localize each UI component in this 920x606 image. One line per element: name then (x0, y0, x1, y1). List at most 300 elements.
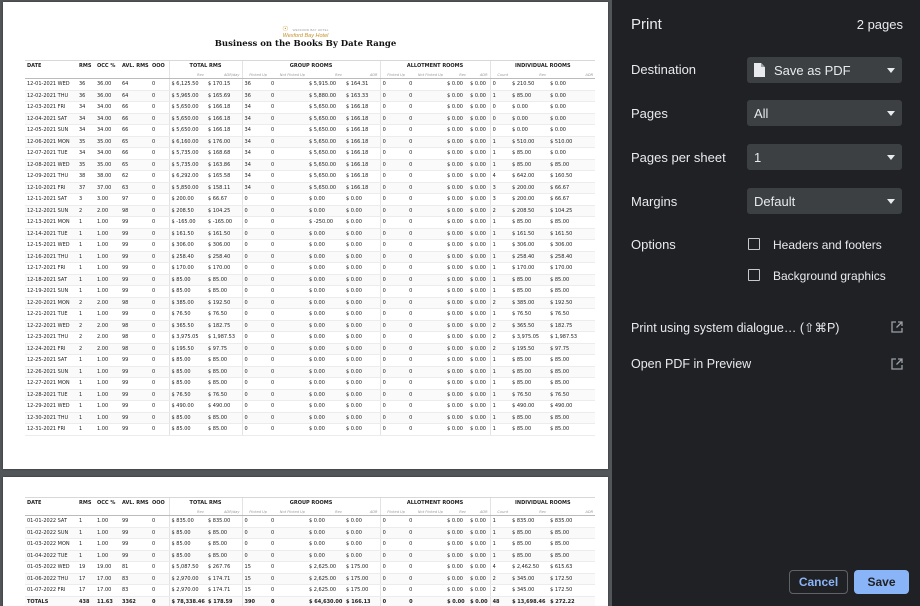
table-cell: $ 0.00 (445, 125, 468, 137)
table-cell: $ -165.00 (206, 217, 242, 229)
table-cell: 2.00 (95, 343, 120, 355)
table-cell: $ 0.00 (445, 562, 468, 574)
table-cell: 48 (490, 596, 510, 606)
table-cell: 12-23-2021 THU (25, 332, 77, 344)
table-cell: $ 85.00 (206, 378, 242, 390)
table-cell: $ 2,625.00 (307, 562, 344, 574)
table-cell: 0 (269, 79, 307, 91)
table-cell: $ 0.00 (307, 320, 344, 332)
table-cell: 0 (150, 516, 169, 528)
table-cell: 2 (490, 320, 510, 332)
table-cell: 12-09-2021 THU (25, 171, 77, 183)
table-cell: $ 5,650.00 (307, 113, 344, 125)
table-cell: 0 (380, 401, 407, 413)
table-cell: $ 5,650.00 (169, 113, 206, 125)
table-cell: 12-24-2021 FRI (25, 343, 77, 355)
table-cell: 98 (120, 343, 150, 355)
table-cell: 12-28-2021 TUE (25, 389, 77, 401)
table-row (25, 320, 595, 332)
table-cell: $ 258.40 (206, 251, 242, 263)
table-cell: $ 0.00 (468, 217, 490, 229)
table-cell: $ 0.00 (307, 516, 344, 528)
background-graphics-label[interactable]: Background graphics (773, 269, 886, 283)
table-cell: $ 0.00 (468, 585, 490, 597)
hotel-name: Wexford Bay Hotel (282, 33, 329, 39)
table-cell: $ 172.50 (548, 573, 595, 585)
table-cell: $ 0.00 (445, 585, 468, 597)
table-cell: 34.00 (95, 125, 120, 137)
save-button[interactable]: Save (854, 570, 909, 594)
table-cell: $ 76.50 (548, 309, 595, 321)
table-cell: $ 0.00 (548, 113, 595, 125)
table-row (25, 159, 595, 171)
table-cell: $ 85.00 (510, 286, 548, 298)
system-dialog-link[interactable] (631, 318, 903, 336)
table-cell: 0 (269, 401, 307, 413)
table-cell: 0 (269, 320, 307, 332)
table-cell: $ 306.00 (206, 240, 242, 252)
table-cell: 0 (407, 125, 445, 137)
table-cell: 1 (77, 412, 95, 424)
table-cell: 0 (150, 159, 169, 171)
table-cell: $ 0.00 (445, 79, 468, 91)
table-cell: $ 0.00 (510, 113, 548, 125)
table-cell: $ 104.25 (548, 205, 595, 217)
open-pdf-preview-link[interactable] (631, 355, 903, 373)
table-cell: 0 (242, 309, 269, 321)
table-cell: 0 (380, 251, 407, 263)
table-cell: $ 258.40 (548, 251, 595, 263)
table-cell: 12-19-2021 SUN (25, 286, 77, 298)
table-cell: $ 166.18 (344, 148, 380, 160)
pages-per-sheet-select[interactable] (747, 144, 902, 170)
table-cell: $ 66.67 (548, 182, 595, 194)
table-cell: 15 (242, 573, 269, 585)
table-cell: 0 (380, 585, 407, 597)
headers-footers-label[interactable]: Headers and footers (773, 238, 882, 252)
report-header (3, 26, 608, 50)
table-cell: 2.00 (95, 297, 120, 309)
table-cell: 1 (490, 378, 510, 390)
table-cell: 0 (242, 527, 269, 539)
table-cell: 0 (150, 550, 169, 562)
table-cell: 0 (380, 366, 407, 378)
table-cell: 0 (242, 240, 269, 252)
table-cell: $ 1,987.53 (206, 332, 242, 344)
pages-select[interactable] (747, 100, 902, 126)
table-cell: 0 (380, 228, 407, 240)
system-dialog-label: Print using system dialogue… (⇧⌘P) (631, 320, 840, 335)
sub-column-header: Rev (445, 72, 468, 79)
table-cell: $ 0.00 (468, 205, 490, 217)
table-cell: 0 (242, 228, 269, 240)
table-cell: 0 (269, 136, 307, 148)
table-cell: $ 5,650.00 (307, 148, 344, 160)
table-cell: 37 (77, 182, 95, 194)
table-cell: 1.00 (95, 424, 120, 436)
table-cell: $ 0.00 (344, 309, 380, 321)
table-cell: 15 (242, 585, 269, 597)
table-cell: 0 (150, 79, 169, 91)
table-cell: 64 (120, 79, 150, 91)
table-cell: $ 85.00 (169, 274, 206, 286)
table-cell: 1 (490, 424, 510, 436)
table-row (25, 148, 595, 160)
logo-sun-icon: ☉ (282, 26, 289, 33)
table-cell: $ 170.15 (206, 79, 242, 91)
table-cell: $ 0.00 (445, 274, 468, 286)
table-cell: $ 76.50 (206, 389, 242, 401)
table-cell: 37.00 (95, 182, 120, 194)
table-cell: 99 (120, 286, 150, 298)
table-cell: 0 (269, 539, 307, 551)
table-cell: 0 (380, 343, 407, 355)
cancel-button[interactable]: Cancel (789, 570, 848, 594)
table-cell: $ 0.00 (344, 401, 380, 413)
destination-select[interactable] (747, 57, 902, 83)
table-cell: 0 (150, 274, 169, 286)
table-cell: 1 (490, 240, 510, 252)
table-cell: $ 66.67 (206, 194, 242, 206)
table-cell: 1 (77, 401, 95, 413)
table-cell: 99 (120, 401, 150, 413)
table-cell: $ 0.00 (445, 171, 468, 183)
hotel-logo-text: WEXFORD BAY HOTEL (292, 27, 329, 32)
column-header: DATE (25, 498, 77, 509)
table-row (25, 286, 595, 298)
table-cell: 99 (120, 228, 150, 240)
table-cell: $ 2,970.00 (169, 573, 206, 585)
table-cell: $ 5,735.00 (169, 148, 206, 160)
table-cell: 99 (120, 240, 150, 252)
table-cell: $ 0.00 (445, 159, 468, 171)
table-cell: 12-31-2021 FRI (25, 424, 77, 436)
table-cell: 0 (150, 205, 169, 217)
table-cell: $ 5,650.00 (307, 171, 344, 183)
table-cell: $ 0.00 (344, 424, 380, 436)
table-row (25, 263, 595, 275)
table-cell: 12-13-2021 MON (25, 217, 77, 229)
table-cell: $ 0.00 (445, 366, 468, 378)
table-row (25, 527, 595, 539)
table-cell: $ 5,965.00 (169, 90, 206, 102)
table-cell: $ 0.00 (468, 401, 490, 413)
table-cell: 0 (150, 332, 169, 344)
table-cell: $ 0.00 (445, 401, 468, 413)
table-cell: 12-29-2021 WED (25, 401, 77, 413)
table-cell: $ 0.00 (468, 79, 490, 91)
table-cell: 0 (242, 251, 269, 263)
table-cell: 12-18-2021 SAT (25, 274, 77, 286)
table-cell: $ 76.50 (510, 389, 548, 401)
table-row (25, 366, 595, 378)
table-cell: 0 (407, 412, 445, 424)
table-cell: 0 (380, 125, 407, 137)
table-cell: $ 0.00 (344, 274, 380, 286)
table-cell: 12-20-2021 MON (25, 297, 77, 309)
table-cell: 34 (242, 171, 269, 183)
table-cell: 97 (120, 194, 150, 206)
table-cell: 0 (269, 562, 307, 574)
table-cell: 0 (242, 401, 269, 413)
table-cell: 12-07-2021 TUE (25, 148, 77, 160)
table-cell: 65 (120, 136, 150, 148)
table-cell: $ 85.00 (510, 159, 548, 171)
table-row (25, 194, 595, 206)
table-cell: 0 (242, 389, 269, 401)
table-cell: 12-30-2021 THU (25, 412, 77, 424)
table-cell: $ 104.25 (206, 205, 242, 217)
table-cell: 0 (407, 90, 445, 102)
table-cell: 1 (77, 378, 95, 390)
background-graphics-checkbox[interactable] (748, 269, 760, 281)
table-cell: $ 85.00 (510, 412, 548, 424)
table-row (25, 79, 595, 91)
table-cell: $ 97.75 (548, 343, 595, 355)
table-cell: $ 0.00 (468, 274, 490, 286)
table-cell: 0 (150, 585, 169, 597)
table-cell: 0 (242, 274, 269, 286)
preview-page-2 (3, 477, 608, 606)
table-cell: $ 0.00 (307, 263, 344, 275)
table-cell: $ 0.00 (445, 378, 468, 390)
table-cell: $ 0.00 (468, 148, 490, 160)
group-header: GROUP ROOMS (242, 498, 380, 509)
table-cell: $ 0.00 (468, 194, 490, 206)
table-cell: $ 0.00 (445, 527, 468, 539)
table-cell: 0 (380, 217, 407, 229)
table-cell: 0 (242, 217, 269, 229)
table-cell: 3 (490, 194, 510, 206)
table-cell: 17 (77, 573, 95, 585)
table-cell: $ 0.00 (468, 286, 490, 298)
table-cell: 1.00 (95, 286, 120, 298)
table-cell: 0 (380, 596, 407, 606)
table-cell: 38.00 (95, 171, 120, 183)
table-cell: 01-07-2022 FRI (25, 585, 77, 597)
table-cell: 0 (269, 527, 307, 539)
table-cell: $ 0.00 (445, 539, 468, 551)
table-cell: 1.00 (95, 401, 120, 413)
table-cell: 0 (269, 378, 307, 390)
table-cell: $ 170.00 (510, 263, 548, 275)
table-cell: 0 (407, 562, 445, 574)
table-cell: 1 (77, 240, 95, 252)
group-header: INDIVIDUAL ROOMS (490, 61, 595, 72)
table-cell: 0 (150, 228, 169, 240)
table-cell: 0 (380, 113, 407, 125)
table-cell: $ 166.18 (344, 159, 380, 171)
headers-footers-checkbox[interactable] (748, 238, 760, 250)
report-title: Business on the Books By Date Range (214, 39, 397, 49)
table-cell: $ 0.00 (344, 412, 380, 424)
table-cell: 0 (407, 389, 445, 401)
table-cell: 01-04-2022 TUE (25, 550, 77, 562)
table-cell: $ 85.00 (206, 274, 242, 286)
table-cell: $ 166.18 (344, 182, 380, 194)
table-cell: $ 0.00 (307, 194, 344, 206)
table-row (25, 90, 595, 102)
margins-select[interactable] (747, 188, 902, 214)
table-cell: 0 (150, 113, 169, 125)
table-cell: 0 (269, 585, 307, 597)
table-cell: $ 0.00 (445, 332, 468, 344)
table-cell: $ 161.50 (206, 228, 242, 240)
table-cell: $ 365.50 (169, 320, 206, 332)
table-cell: 12-01-2021 WED (25, 79, 77, 91)
table-cell: $ 166.18 (344, 125, 380, 137)
table-cell: 0 (269, 228, 307, 240)
column-header: RMS (77, 498, 95, 509)
table-cell: $ 85.00 (169, 355, 206, 367)
table-cell: $ 97.75 (206, 343, 242, 355)
table-cell: $ 182.75 (548, 320, 595, 332)
options-label: Options (631, 237, 676, 252)
table-cell: 1.00 (95, 378, 120, 390)
table-cell: 0 (269, 90, 307, 102)
table-cell: 01-05-2022 WED (25, 562, 77, 574)
table-cell: $ 78,338.46 (169, 596, 206, 606)
table-cell: 34 (77, 148, 95, 160)
table-row (25, 401, 595, 413)
table-cell: $ 0.00 (445, 320, 468, 332)
table-cell: $ 85.00 (206, 286, 242, 298)
table-cell: 2 (77, 297, 95, 309)
table-cell: $ 76.50 (169, 309, 206, 321)
table-cell: 36 (77, 90, 95, 102)
table-cell: $ 85.00 (169, 527, 206, 539)
table-cell: 0 (380, 182, 407, 194)
table-row (25, 550, 595, 562)
table-cell: 0 (490, 102, 510, 114)
sub-column-header: ADR (548, 72, 595, 79)
table-cell: 99 (120, 516, 150, 528)
table-cell: 0 (380, 171, 407, 183)
table-cell: 66 (120, 113, 150, 125)
table-cell: 64 (120, 90, 150, 102)
table-cell: 12-17-2021 FRI (25, 263, 77, 275)
table-cell: $ 267.76 (206, 562, 242, 574)
table-cell: $ 5,650.00 (169, 125, 206, 137)
table-cell: $ 272.22 (548, 596, 595, 606)
table-cell: $ 385.00 (169, 297, 206, 309)
totals-row (25, 596, 595, 606)
table-cell: $ 0.00 (510, 102, 548, 114)
table-cell: $ 0.00 (307, 205, 344, 217)
table-cell: $ 85.00 (510, 90, 548, 102)
table-cell: 99 (120, 274, 150, 286)
sub-column-header: Not Picked Up (269, 509, 307, 516)
table-cell: 1 (77, 539, 95, 551)
table-cell: 0 (380, 286, 407, 298)
table-cell: 0 (407, 263, 445, 275)
table-cell: $ 0.00 (307, 332, 344, 344)
table-cell: $ 166.18 (344, 171, 380, 183)
table-cell: $ 0.00 (445, 550, 468, 562)
table-cell: $ 166.18 (206, 125, 242, 137)
table-cell: 35 (77, 136, 95, 148)
sub-column-header: Rev (307, 72, 344, 79)
table-cell: $ 0.00 (468, 263, 490, 275)
table-cell: 0 (407, 573, 445, 585)
table-cell: $ 195.50 (169, 343, 206, 355)
table-cell: 99 (120, 539, 150, 551)
table-row (25, 228, 595, 240)
table-cell: 99 (120, 412, 150, 424)
table-cell: 0 (242, 424, 269, 436)
table-cell: 0 (242, 205, 269, 217)
table-cell: $ 0.00 (548, 79, 595, 91)
table-cell: 0 (242, 286, 269, 298)
table-cell: 0 (150, 412, 169, 424)
table-cell: $ 85.00 (548, 424, 595, 436)
table-cell: 0 (407, 79, 445, 91)
table-cell: 12-06-2021 MON (25, 136, 77, 148)
table-cell: 0 (269, 355, 307, 367)
table-cell: 0 (380, 240, 407, 252)
table-row (25, 240, 595, 252)
table-cell: $ 5,087.50 (169, 562, 206, 574)
table-row (25, 102, 595, 114)
table-cell: 1 (490, 159, 510, 171)
table-cell: $ 210.50 (510, 79, 548, 91)
table-cell: 1.00 (95, 217, 120, 229)
table-cell: 0 (242, 332, 269, 344)
table-cell: $ 85.00 (206, 539, 242, 551)
table-cell: 34 (242, 159, 269, 171)
table-cell: 34 (77, 102, 95, 114)
table-cell: 0 (150, 401, 169, 413)
table-cell: $ 5,650.00 (307, 136, 344, 148)
table-cell: 19 (77, 562, 95, 574)
table-cell: $ 85.00 (510, 424, 548, 436)
table-cell: $ 835.00 (548, 516, 595, 528)
table-cell: $ 0.00 (445, 205, 468, 217)
table-cell: $ 0.00 (468, 182, 490, 194)
table-cell: $ 0.00 (468, 171, 490, 183)
table-cell: 66 (120, 102, 150, 114)
table-cell: $ 0.00 (445, 90, 468, 102)
table-cell: $ 85.00 (206, 412, 242, 424)
table-cell: $ 163.86 (206, 159, 242, 171)
table-cell: 34 (242, 113, 269, 125)
table-cell: 0 (242, 194, 269, 206)
table-cell: 0 (150, 125, 169, 137)
group-header: GROUP ROOMS (242, 61, 380, 72)
table-cell: $ 0.00 (307, 297, 344, 309)
table-cell: $ 85.00 (169, 424, 206, 436)
table-cell: $ 161.50 (510, 228, 548, 240)
table-cell: $ 85.00 (548, 159, 595, 171)
table-cell: $ 0.00 (468, 516, 490, 528)
sub-column-header: ADR/day (206, 509, 242, 516)
table-cell: 1 (77, 286, 95, 298)
table-cell: $ 0.00 (468, 596, 490, 606)
table-cell: $ 0.00 (445, 228, 468, 240)
table-cell: 2 (77, 205, 95, 217)
table-cell: 0 (407, 378, 445, 390)
table-cell: 34 (242, 148, 269, 160)
sub-column-header: Picked Up (242, 72, 269, 79)
table-cell: $ 195.50 (510, 343, 548, 355)
table-cell: 1 (77, 309, 95, 321)
table-cell: $ 365.50 (510, 320, 548, 332)
table-cell: 0 (269, 424, 307, 436)
table-cell: 3 (490, 182, 510, 194)
group-header: ALLOTMENT ROOMS (380, 498, 490, 509)
table-cell: $ 0.00 (468, 102, 490, 114)
sub-column-header: Picked Up (242, 509, 269, 516)
